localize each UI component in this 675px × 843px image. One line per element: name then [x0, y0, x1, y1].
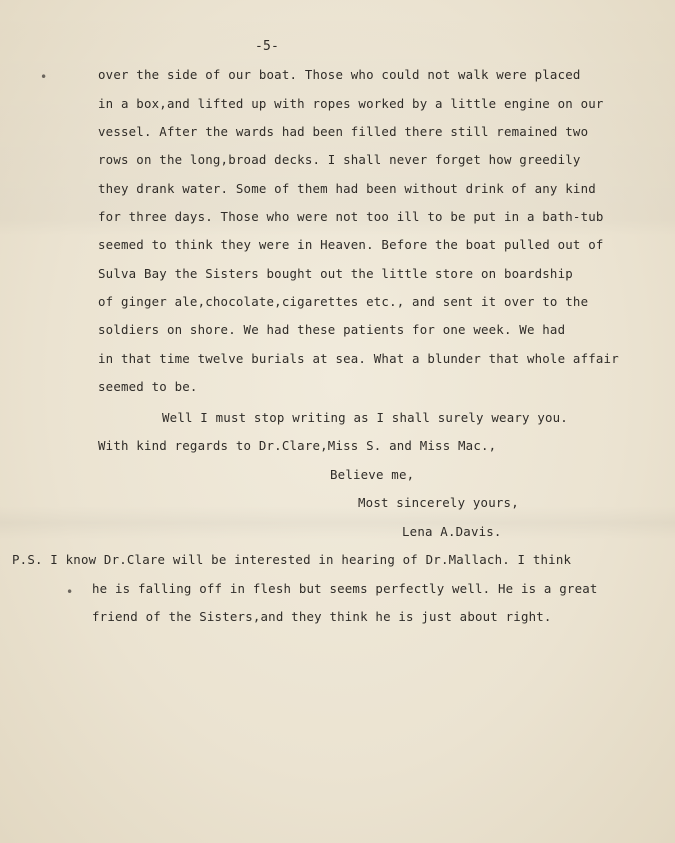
body-line: they drank water. Some of them had been without drink of any kind: [98, 181, 596, 196]
postscript-line: he is falling off in flesh but seems perfectly well. He is a great: [92, 581, 598, 596]
body-line: soldiers on shore. We had these patients for one week. We had: [98, 322, 566, 337]
signoff-sincerely: Most sincerely yours,: [358, 495, 519, 510]
signoff-believe: Believe me,: [330, 467, 415, 482]
margin-mark: •: [66, 585, 74, 599]
body-line: in that time twelve burials at sea. What a blunder that whole affair: [98, 351, 619, 366]
body-line: for three days. Those who were not too ill to be put in a bath-tub: [98, 209, 604, 224]
signoff-name: Lena A.Davis.: [402, 524, 502, 539]
postscript-line: friend of the Sisters,and they think he is just about right.: [92, 609, 552, 624]
postscript-line: P.S. I know Dr.Clare will be interested in hearing of Dr.Mallach. I think: [12, 552, 572, 567]
body-line: in a box,and lifted up with ropes worked by a little engine on our: [98, 96, 604, 111]
body-line: vessel. After the wards had been filled there still remained two: [98, 124, 589, 139]
body-line: over the side of our boat. Those who could not walk were placed: [98, 67, 581, 82]
body-line: seemed to think they were in Heaven. Before the boat pulled out of: [98, 237, 604, 252]
margin-mark: •: [40, 70, 48, 84]
body-line: of ginger ale,chocolate,cigarettes etc., and sent it over to the: [98, 294, 589, 309]
page-number: -5-: [255, 39, 280, 54]
closing-line: Well I must stop writing as I shall surely weary you.: [162, 410, 568, 425]
closing-line: With kind regards to Dr.Clare,Miss S. and Miss Mac.,: [98, 438, 497, 453]
body-line: rows on the long,broad decks. I shall never forget how greedily: [98, 152, 581, 167]
body-line: Sulva Bay the Sisters bought out the little store on boardship: [98, 266, 573, 281]
body-line: seemed to be.: [98, 379, 198, 394]
